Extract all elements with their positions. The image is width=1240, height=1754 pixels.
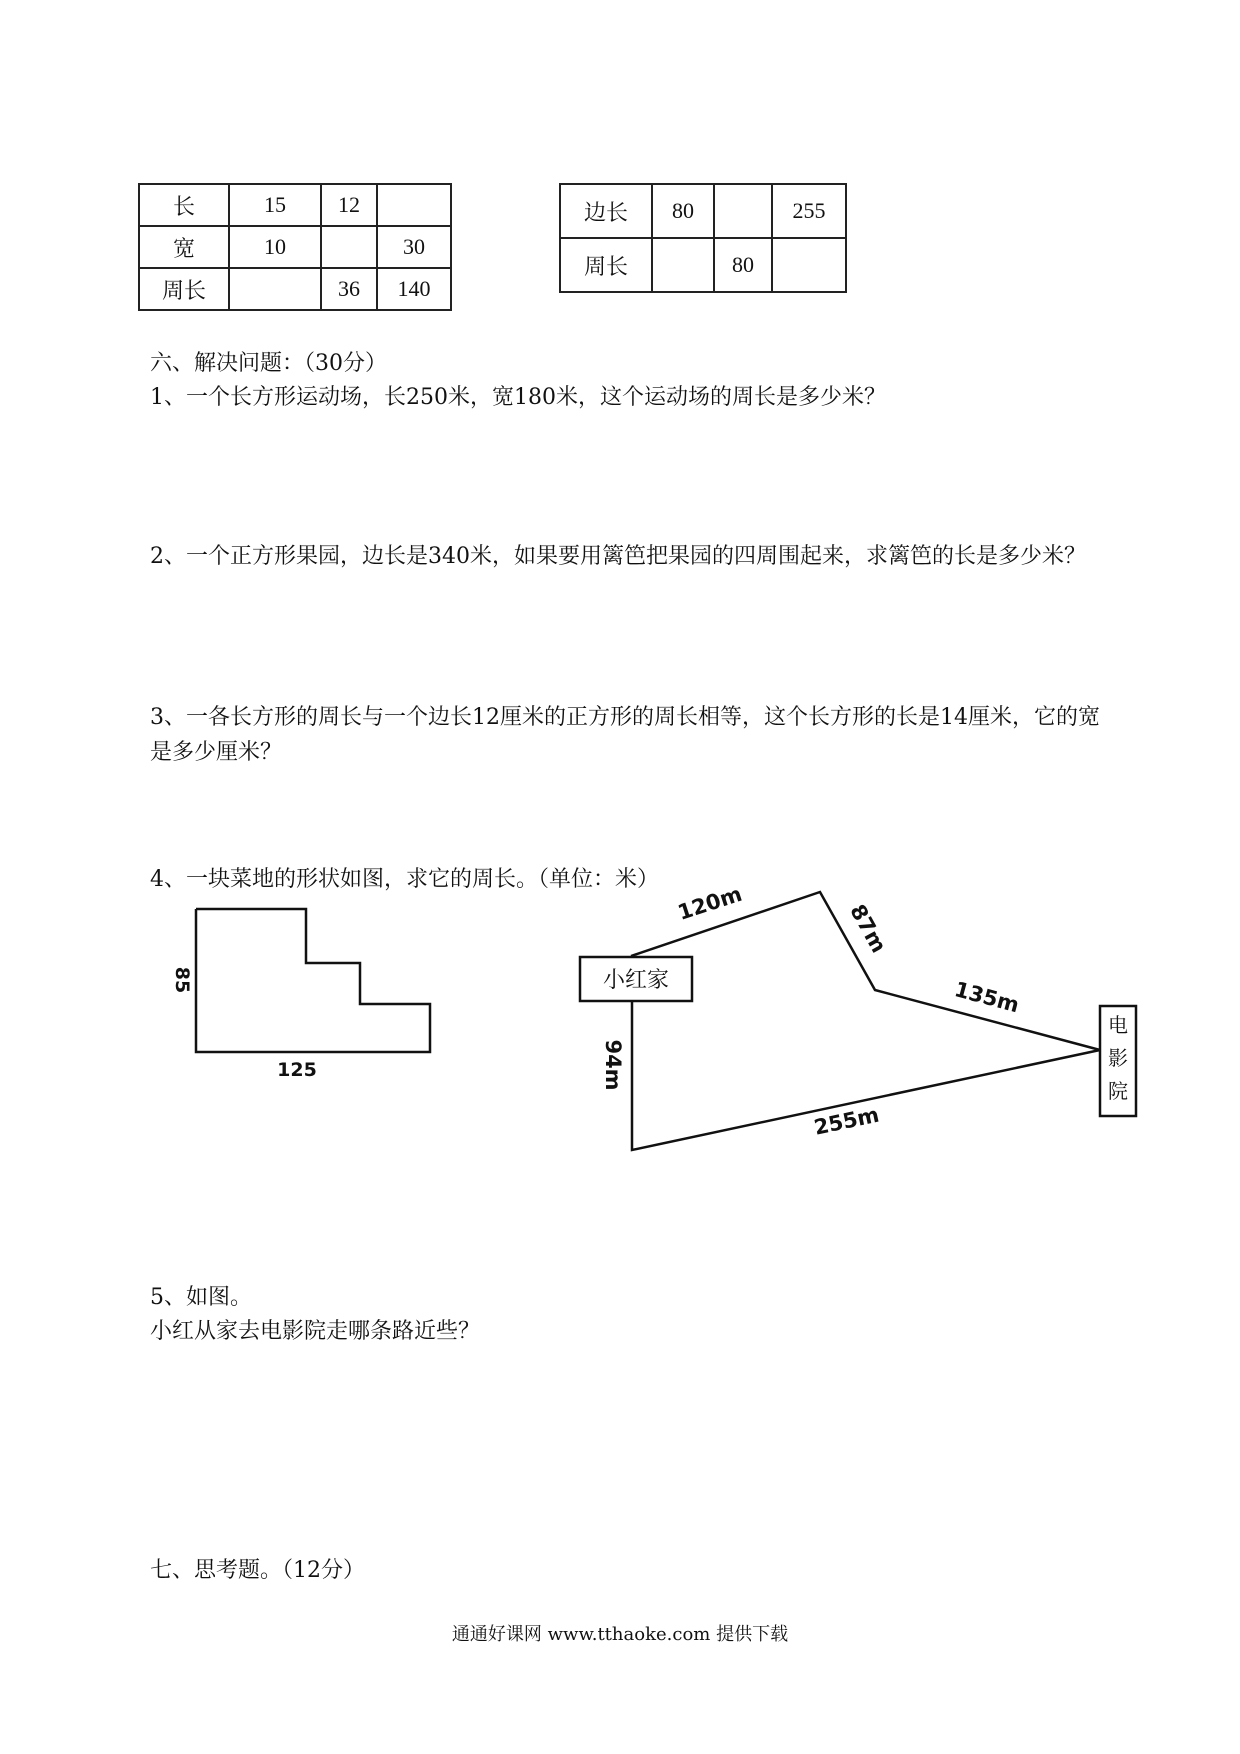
table-cell: 15	[229, 184, 321, 226]
distance-label-255: 255m	[811, 1102, 882, 1140]
section-7-heading: 七、思考题。（12分）	[150, 1558, 365, 1583]
garden-height-label: 85	[171, 966, 193, 994]
table-cell: 255	[772, 184, 846, 238]
table-cell: 80	[652, 184, 714, 238]
section-6-heading: 六、解决问题：（30分）	[150, 351, 387, 376]
garden-figure	[160, 900, 450, 1090]
distance-label-94: 94m	[601, 1039, 625, 1091]
question-4: 4、一块菜地的形状如图，求它的周长。（单位：米）	[150, 867, 659, 892]
distance-label-120: 120m	[674, 881, 745, 925]
table-cell: 140	[377, 268, 451, 310]
table-cell: 12	[321, 184, 377, 226]
cinema-label-char: 院	[1108, 1079, 1128, 1103]
table-cell	[377, 184, 451, 226]
question-5-line-2: 小红从家去电影院走哪条路近些？	[150, 1319, 481, 1344]
table-cell: 30	[377, 226, 451, 268]
question-5-line-1: 5、如图。	[150, 1285, 252, 1310]
row-label: 周长	[139, 268, 229, 310]
square-table	[559, 183, 847, 293]
garden-width-label: 125	[277, 1059, 317, 1081]
question-3-line-2: 是多少厘米？	[150, 740, 283, 765]
row-label: 长	[139, 184, 229, 226]
distance-label-87: 87m	[845, 900, 892, 957]
route-map-figure	[570, 860, 1230, 1180]
rectangle-table	[138, 183, 452, 311]
table-cell: 80	[714, 238, 772, 292]
distance-label-135: 135m	[951, 977, 1022, 1018]
question-3-line-1: 3、一各长方形的周长与一个边长12厘米的正方形的周长相等，这个长方形的长是14厘米，它的宽	[150, 705, 1100, 730]
home-label: 小红家	[602, 968, 670, 993]
table-cell	[772, 238, 846, 292]
table-cell	[714, 184, 772, 238]
cinema-label-char: 影	[1108, 1046, 1128, 1070]
page-footer: 通通好课网 www.tthaoke.com 提供下载	[451, 1624, 789, 1645]
row-label: 边长	[560, 184, 652, 238]
garden-outline	[196, 909, 430, 1052]
table-cell: 10	[229, 226, 321, 268]
row-label: 周长	[560, 238, 652, 292]
table-cell: 36	[321, 268, 377, 310]
table-cell	[652, 238, 714, 292]
question-2: 2、一个正方形果园，边长是340米，如果要用篱笆把果园的四周围起来，求篱笆的长是多少米？	[150, 544, 1086, 569]
cinema-label-char: 电	[1108, 1013, 1128, 1037]
table-cell	[321, 226, 377, 268]
row-label: 宽	[139, 226, 229, 268]
question-1: 1、一个长方形运动场，长250米，宽180米，这个运动场的周长是多少米？	[150, 385, 886, 410]
table-cell	[229, 268, 321, 310]
